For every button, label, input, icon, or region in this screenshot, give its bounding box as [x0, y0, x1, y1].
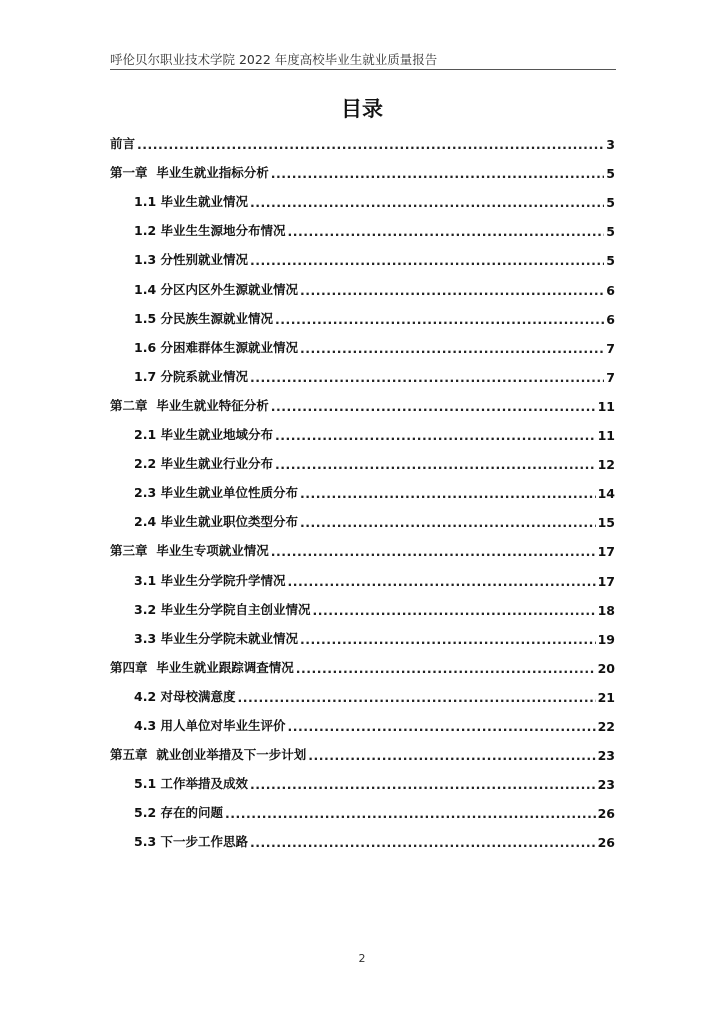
toc-entry-label: 2.1 毕业生就业地域分布 [134, 427, 273, 442]
toc-entry-label: 第五章 就业创业举措及下一步计划 [110, 747, 307, 763]
toc-leader-dots [288, 224, 605, 239]
toc-entry-label: 1.1 毕业生就业情况 [134, 194, 248, 210]
toc-entry-page: 19 [597, 631, 615, 647]
toc-entry-page: 22 [597, 719, 615, 734]
toc-entry-label: 2.3 毕业生就业单位性质分布 [134, 485, 298, 501]
toc-entry[interactable] [134, 246, 615, 268]
toc-leader-dots [300, 515, 596, 530]
toc-entry-page: 21 [597, 689, 615, 705]
toc-leader-dots [250, 835, 596, 850]
toc-leader-dots [300, 632, 596, 647]
toc-entry[interactable] [134, 770, 615, 792]
toc-entry-label: 3.3 毕业生分学院未就业情况 [134, 630, 298, 646]
toc-leader-dots [137, 137, 604, 152]
toc-leader-dots [250, 195, 604, 210]
toc-entry[interactable] [134, 421, 615, 443]
toc-entry[interactable] [134, 450, 615, 472]
toc-entry-page: 5 [606, 253, 615, 269]
toc-entry[interactable] [134, 217, 615, 239]
toc-entry-label: 第三章 毕业生专项就业情况 [110, 543, 269, 559]
toc-entry[interactable] [110, 741, 615, 763]
toc-leader-dots [288, 719, 596, 734]
toc-entry-label: 1.4 分区内区外生源就业情况 [134, 281, 298, 297]
toc-entry-page: 26 [597, 835, 615, 851]
toc-entry-page: 14 [597, 486, 615, 502]
toc-leader-dots [296, 661, 596, 676]
toc-entry-label: 5.2 存在的问题 [134, 805, 223, 821]
toc-entry[interactable] [110, 537, 615, 559]
page-title: 目录 [341, 96, 383, 121]
toc-entry[interactable] [134, 305, 615, 327]
toc-entry[interactable] [110, 392, 615, 414]
toc-entry-page: 7 [606, 340, 615, 356]
toc-entry[interactable] [110, 654, 615, 676]
toc-entry-page: 5 [606, 224, 615, 240]
toc-leader-dots [300, 341, 604, 356]
toc-entry[interactable] [110, 159, 615, 181]
toc-entry[interactable] [134, 625, 615, 647]
toc-entry-page: 15 [597, 515, 615, 531]
toc-entry-label: 5.3 下一步工作思路 [134, 834, 248, 850]
toc-leader-dots [225, 806, 596, 821]
toc-entry-label: 4.2 对母校满意度 [134, 688, 236, 704]
toc-entry[interactable] [134, 712, 615, 734]
toc-entry-label: 3.1 毕业生分学院升学情况 [134, 572, 286, 588]
toc-leader-dots [250, 253, 604, 268]
page-header: 呼伦贝尔职业技术学院 2022 年度高校毕业生就业质量报告 [110, 52, 438, 67]
toc-entry-label: 前言 [110, 136, 136, 151]
toc-entry-page: 12 [597, 457, 615, 473]
toc-leader-dots [288, 574, 596, 589]
toc-entry-label: 第四章 毕业生就业跟踪调查情况 [110, 659, 294, 675]
toc-leader-dots [308, 748, 595, 763]
toc-entry[interactable] [110, 130, 615, 152]
toc-leader-dots [275, 457, 596, 472]
toc-entry-label: 1.7 分院系就业情况 [134, 368, 248, 384]
toc-leader-dots [271, 166, 605, 181]
toc-entry-page: 5 [606, 195, 615, 211]
toc-entry-page: 18 [597, 602, 615, 618]
toc-entry[interactable] [134, 276, 615, 298]
toc-leader-dots [313, 603, 596, 618]
toc-entry-label: 1.6 分困难群体生源就业情况 [134, 339, 298, 355]
toc-entry[interactable] [134, 188, 615, 210]
toc-entry-label: 1.5 分民族生源就业情况 [134, 310, 273, 326]
toc-leader-dots [300, 486, 596, 501]
toc-entry[interactable] [134, 828, 615, 850]
toc-leader-dots [300, 283, 604, 298]
toc-entry-page: 23 [597, 748, 615, 764]
toc-entry[interactable] [134, 479, 615, 501]
toc-entry-page: 7 [606, 369, 615, 385]
toc-entry-label: 1.3 分性别就业情况 [134, 252, 248, 268]
toc-entry-page: 23 [597, 777, 615, 793]
page-number: 2 [358, 952, 366, 965]
toc-entry[interactable] [134, 508, 615, 530]
toc-entry-label: 3.2 毕业生分学院自主创业情况 [134, 601, 311, 617]
toc-leader-dots [250, 777, 596, 792]
toc-entry-page: 6 [606, 311, 615, 327]
toc-entry-label: 第一章 毕业生就业指标分析 [110, 165, 269, 181]
toc-entry-label: 2.4 毕业生就业职位类型分布 [134, 514, 298, 530]
toc-entry[interactable] [134, 363, 615, 385]
toc-entry[interactable] [134, 567, 615, 589]
toc-leader-dots [250, 370, 604, 385]
toc-entry-page: 6 [606, 282, 615, 298]
toc-leader-dots [271, 544, 596, 559]
toc-leader-dots [271, 399, 596, 414]
toc-entry[interactable] [134, 683, 615, 705]
toc-entry-page: 11 [597, 428, 615, 443]
toc-entry-label: 4.3 用人单位对毕业生评价 [134, 718, 286, 733]
toc-entry-label: 第二章 毕业生就业特征分析 [110, 397, 269, 413]
toc-leader-dots [238, 690, 596, 705]
toc-entry-label: 1.2 毕业生生源地分布情况 [134, 223, 286, 239]
header-rule [110, 69, 616, 70]
toc-entry-page: 26 [597, 806, 615, 822]
toc-entry[interactable] [134, 799, 615, 821]
toc-entry-page: 11 [597, 398, 615, 414]
toc-leader-dots [275, 312, 604, 327]
toc-entry-page: 20 [597, 660, 615, 676]
toc-entry-page: 5 [606, 166, 615, 182]
toc-entry[interactable] [134, 334, 615, 356]
toc-entry-page: 3 [606, 137, 615, 152]
toc-entry-label: 2.2 毕业生就业行业分布 [134, 456, 273, 472]
toc-leader-dots [275, 428, 596, 443]
toc-entry-label: 5.1 工作举措及成效 [134, 776, 248, 792]
toc-entry-page: 17 [597, 573, 615, 589]
toc-entry[interactable] [134, 596, 615, 618]
toc-entry-page: 17 [597, 544, 615, 560]
